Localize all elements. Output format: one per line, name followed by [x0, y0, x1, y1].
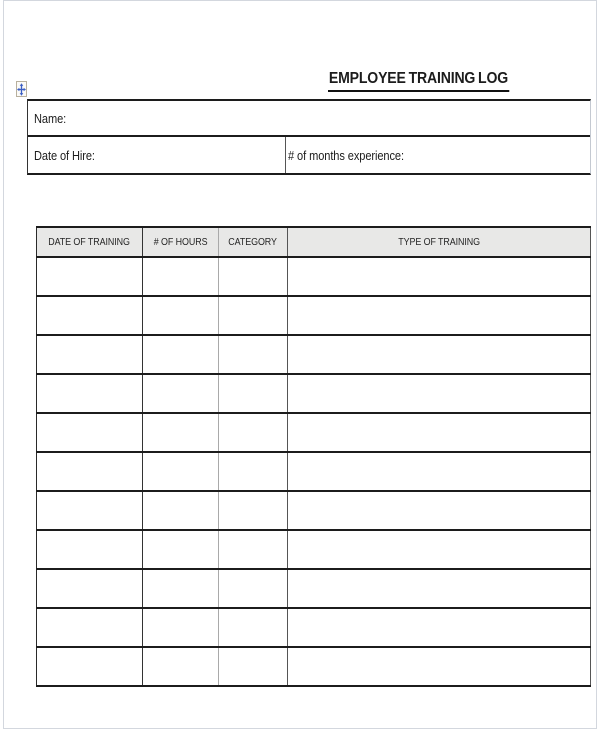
months-experience-field-area[interactable]: [285, 137, 590, 173]
months-experience-label: # of months experience:: [288, 147, 404, 163]
table-row: [37, 296, 591, 335]
table-row: [37, 608, 591, 647]
training-log-cell[interactable]: [219, 374, 288, 413]
table-row: [37, 452, 591, 491]
training-log-cell[interactable]: [37, 413, 143, 452]
table-row: [37, 374, 591, 413]
training-log-cell[interactable]: [143, 257, 219, 296]
training-log-cell[interactable]: [288, 452, 591, 491]
training-log-cell[interactable]: [219, 257, 288, 296]
training-log-cell[interactable]: [288, 491, 591, 530]
training-log-cell[interactable]: [143, 452, 219, 491]
training-log-cell[interactable]: [288, 569, 591, 608]
training-log-cell[interactable]: [37, 530, 143, 569]
training-log-cell[interactable]: [143, 413, 219, 452]
training-log-cell[interactable]: [288, 608, 591, 647]
table-row: [37, 491, 591, 530]
table-move-handle-icon[interactable]: [16, 81, 27, 97]
training-log-cell[interactable]: [37, 491, 143, 530]
info-row-2: [28, 137, 590, 173]
training-log-cell[interactable]: [219, 413, 288, 452]
training-log-cell[interactable]: [288, 335, 591, 374]
table-row: [37, 647, 591, 686]
header-row: [37, 227, 591, 257]
training-log-cell[interactable]: [219, 296, 288, 335]
training-log-cell[interactable]: [37, 374, 143, 413]
training-log-cell[interactable]: [288, 647, 591, 686]
training-log-cell[interactable]: [219, 452, 288, 491]
training-log-cell[interactable]: [288, 257, 591, 296]
table-row: [37, 530, 591, 569]
training-log-cell[interactable]: [143, 530, 219, 569]
training-log-cell[interactable]: [37, 296, 143, 335]
employee-info-table: [27, 99, 591, 175]
training-log-cell[interactable]: [219, 608, 288, 647]
training-log-cell[interactable]: [288, 530, 591, 569]
move-4way-arrow-icon: [17, 83, 26, 96]
column-header-hours: # OF HOURS: [143, 227, 219, 257]
training-log-cell[interactable]: [37, 569, 143, 608]
training-log-cell[interactable]: [143, 647, 219, 686]
training-log-cell[interactable]: [37, 335, 143, 374]
date-of-hire-field-area[interactable]: [28, 137, 285, 173]
training-log-cell[interactable]: [143, 491, 219, 530]
training-log-cell[interactable]: [288, 296, 591, 335]
table-row: [37, 335, 591, 374]
column-header-type-of-training: TYPE OF TRAINING: [288, 227, 591, 257]
training-log-table: [36, 226, 591, 687]
name-label: Name:: [34, 110, 67, 126]
training-log-cell[interactable]: [219, 335, 288, 374]
training-log-cell[interactable]: [219, 530, 288, 569]
training-log-cell[interactable]: [143, 335, 219, 374]
table-row: [37, 569, 591, 608]
table-row: [37, 413, 591, 452]
column-header-category: CATEGORY: [219, 227, 288, 257]
training-log-cell[interactable]: [143, 374, 219, 413]
training-log-cell[interactable]: [37, 608, 143, 647]
page-title-text: EMPLOYEE TRAINING LOG: [328, 70, 509, 92]
column-header-date-of-training: DATE OF TRAINING: [37, 227, 143, 257]
training-log-cell[interactable]: [219, 569, 288, 608]
table-row: [37, 257, 591, 296]
training-log-cell[interactable]: [288, 413, 591, 452]
name-field-area[interactable]: [28, 101, 590, 137]
page-title: [328, 70, 534, 92]
training-log-cell[interactable]: [219, 491, 288, 530]
training-log-cell[interactable]: [37, 257, 143, 296]
training-log-cell[interactable]: [37, 452, 143, 491]
training-log-cell[interactable]: [143, 569, 219, 608]
training-log-cell[interactable]: [143, 296, 219, 335]
date-of-hire-label: Date of Hire:: [34, 147, 95, 163]
training-log-cell[interactable]: [288, 374, 591, 413]
training-log-cell[interactable]: [143, 608, 219, 647]
training-log-cell[interactable]: [37, 647, 143, 686]
training-log-cell[interactable]: [219, 647, 288, 686]
